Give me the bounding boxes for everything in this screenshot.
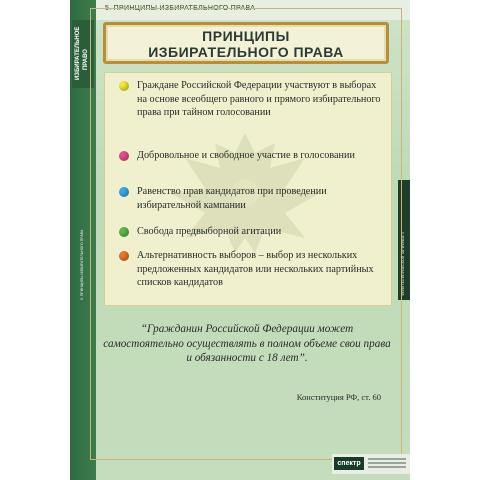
principles-card	[104, 72, 392, 306]
principle-item-4	[119, 225, 381, 239]
principle-item-1	[119, 79, 381, 120]
bullet-dot-icon	[119, 151, 129, 161]
quote-block	[103, 314, 391, 410]
bullet-dot-icon	[119, 187, 129, 197]
title-line2: ИЗБИРАТЕЛЬНОГО ПРАВА	[148, 44, 344, 60]
bullet-dot-icon	[119, 227, 129, 237]
principle-text-2: Добровольное и свободное участие в голосовании	[137, 150, 355, 161]
side-mid-text: 5. ПРИНЦИПЫ ИЗБИРАТЕЛЬНОГО ПРАВА	[80, 229, 84, 300]
principle-text-4: Свобода предвыборной агитации	[137, 226, 282, 237]
principle-item-5	[119, 249, 381, 290]
title-line1: ПРИНЦИПЫ	[202, 28, 290, 44]
principle-text-5: Альтернативность выборов – выбор из нескольких предложенных кандидатов или нескольких партийных списков кандидатов	[137, 250, 374, 289]
poster	[70, 0, 410, 480]
publisher-bar	[332, 454, 410, 474]
right-tab-text: ФЕНИ ПОЛИТИЧЕСКОЙ ТАРИФНЫЕ 4	[401, 232, 405, 296]
header-label: 5. ПРИНЦИПЫ ИЗБИРАТЕЛЬНОГО ПРАВА	[105, 5, 256, 12]
side-title-line2: ПРАВО	[83, 49, 89, 70]
principle-text-3: Равенство прав кандидатов при проведении избирательной кампании	[137, 186, 327, 211]
publisher-fine-print	[368, 458, 406, 460]
publisher-logo: спектр	[334, 457, 364, 470]
constitution-quote: “Гражданин Российской Федерации может самостоятельно осуществлять в полном объеме свои права и обязанности с 18 лет”.	[103, 323, 391, 364]
bullet-dot-icon	[119, 251, 129, 261]
side-title-line1: ИЗБИРАТЕЛЬНОЕ	[75, 26, 81, 80]
principle-item-3	[119, 185, 381, 212]
principle-item-2	[119, 149, 381, 163]
bullet-dot-icon	[119, 81, 129, 91]
quote-citation: Конституция РФ, ст. 60	[296, 392, 381, 402]
principle-text-1: Граждане Российской Федерации участвуют в выборах на основе всеобщего равного и прямого избирательного права при тайном голосовании	[137, 80, 381, 119]
title-box	[103, 22, 389, 64]
